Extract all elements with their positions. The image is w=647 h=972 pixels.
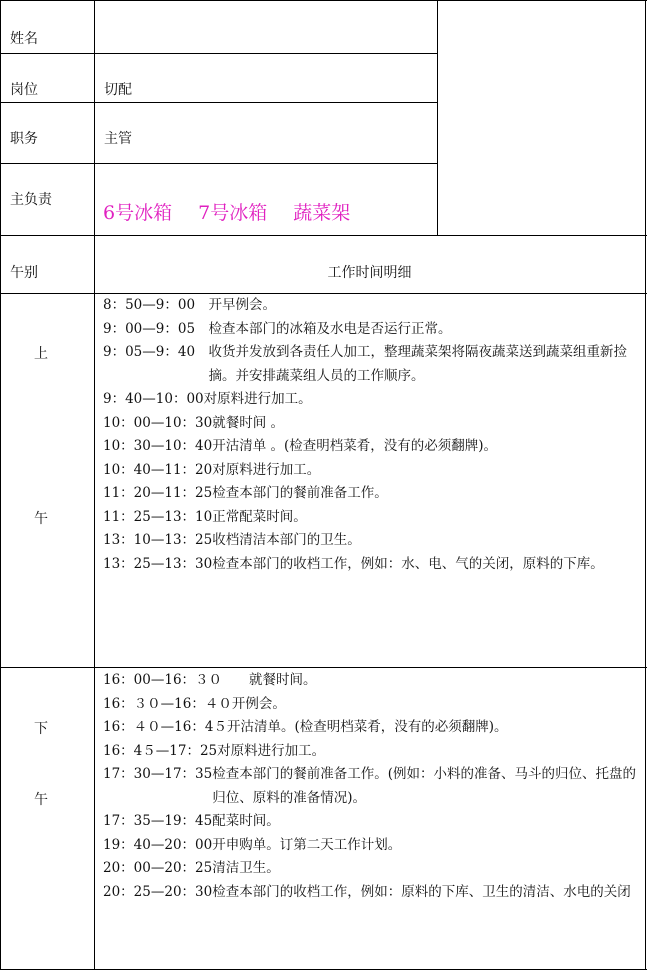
schedule-item: 10：40—11：20 对原料进行加工。 <box>103 461 321 478</box>
table-border-left <box>0 0 1 970</box>
afternoon-label-top: 下 <box>34 721 48 737</box>
schedule-item: 16：３０—16：４０ 开例会。 <box>103 695 286 712</box>
schedule-item: 8：50—9：00 开早例会。 <box>103 297 277 313</box>
schedule-item: 11：20—11：25 检查本部门的餐前准备工作。 <box>103 485 388 501</box>
schedule-item: 9：40—10：00 对原料进行加工。 <box>103 391 312 407</box>
table-border-right <box>645 0 646 970</box>
row-divider-title <box>0 163 438 164</box>
afternoon-label-bottom: 午 <box>34 792 48 808</box>
table-border-bottom <box>0 969 647 970</box>
schedule-item: 10：00—10：30 就餐时间 。 <box>103 414 285 431</box>
schedule-item: 10：30—10：40 开沽清单 。(检查明档菜肴，没有的必须翻牌)。 <box>103 438 498 454</box>
schedule-item: 13：25—13：30 检查本部门的收档工作，例如：水、电、气的关闭，原料的下库。 <box>103 555 604 572</box>
row-divider-position <box>0 102 438 103</box>
photo-column-divider <box>437 0 438 236</box>
schedule-item: 16：４０—16：4５ 开沽清单。(检查明档菜肴，没有的必须翻牌)。 <box>103 719 508 735</box>
schedule-item: 19：40—20：00 开申购单。订第二天工作计划。 <box>103 836 402 853</box>
detail-header: 工作时间明细 <box>327 265 412 281</box>
name-label: 姓名 <box>10 31 38 47</box>
responsibility-item: 7号冰箱 <box>198 202 268 224</box>
position-value: 切配 <box>104 82 132 98</box>
schedule-item: 9：05—9：40 收货并发放到各责任人加工，整理蔬菜架将隔夜蔬菜送到蔬菜组重新捡摘。并安排蔬菜组人员的工作顺序。 <box>103 344 628 384</box>
row-divider-morning <box>0 667 647 668</box>
label-column-divider <box>94 0 95 970</box>
schedule-item: 13：10—13：25 收档清洁本部门的卫生。 <box>103 532 361 548</box>
responsibility-values <box>103 198 350 225</box>
morning-label-bottom: 午 <box>34 511 48 527</box>
title-value: 主管 <box>104 131 132 147</box>
schedule-item: 9：00—9：05 检查本部门的冰箱及水电是否运行正常。 <box>103 320 452 337</box>
schedule-item: 16：00—16：３０ 就餐时间。 <box>103 672 317 688</box>
schedule-item: 17：30—17：35 检查本部门的餐前准备工作。(例如：小料的准备、马斗的归位、托盘的归位、原料的准备情况)。 <box>103 766 636 806</box>
schedule-item: 20：25—20：30 检查本部门的收档工作，例如：原料的下库、卫生的清洁、水电的关闭 <box>103 883 631 900</box>
row-divider-name <box>0 53 438 54</box>
schedule-item: 11：25—13：10 正常配菜时间。 <box>103 508 307 525</box>
table-border-top <box>0 0 647 1</box>
responsibility-item: 6号冰箱 <box>103 202 173 224</box>
title-label: 职务 <box>10 131 38 147</box>
responsibility-label: 主负责 <box>10 192 52 208</box>
row-divider-responsibility <box>0 235 647 236</box>
afternoon-schedule <box>103 669 643 904</box>
schedule-item: 16：4５—17：25 对原料进行加工。 <box>103 742 326 759</box>
position-label: 岗位 <box>10 82 38 98</box>
morning-schedule <box>103 294 643 576</box>
schedule-item: 20：00—20：25 清洁卫生。 <box>103 860 280 876</box>
responsibility-item: 蔬菜架 <box>293 202 351 224</box>
shift-label: 午别 <box>10 265 38 281</box>
schedule-item: 17：35—19：45 配菜时间。 <box>103 813 280 829</box>
morning-label-top: 上 <box>34 346 48 362</box>
